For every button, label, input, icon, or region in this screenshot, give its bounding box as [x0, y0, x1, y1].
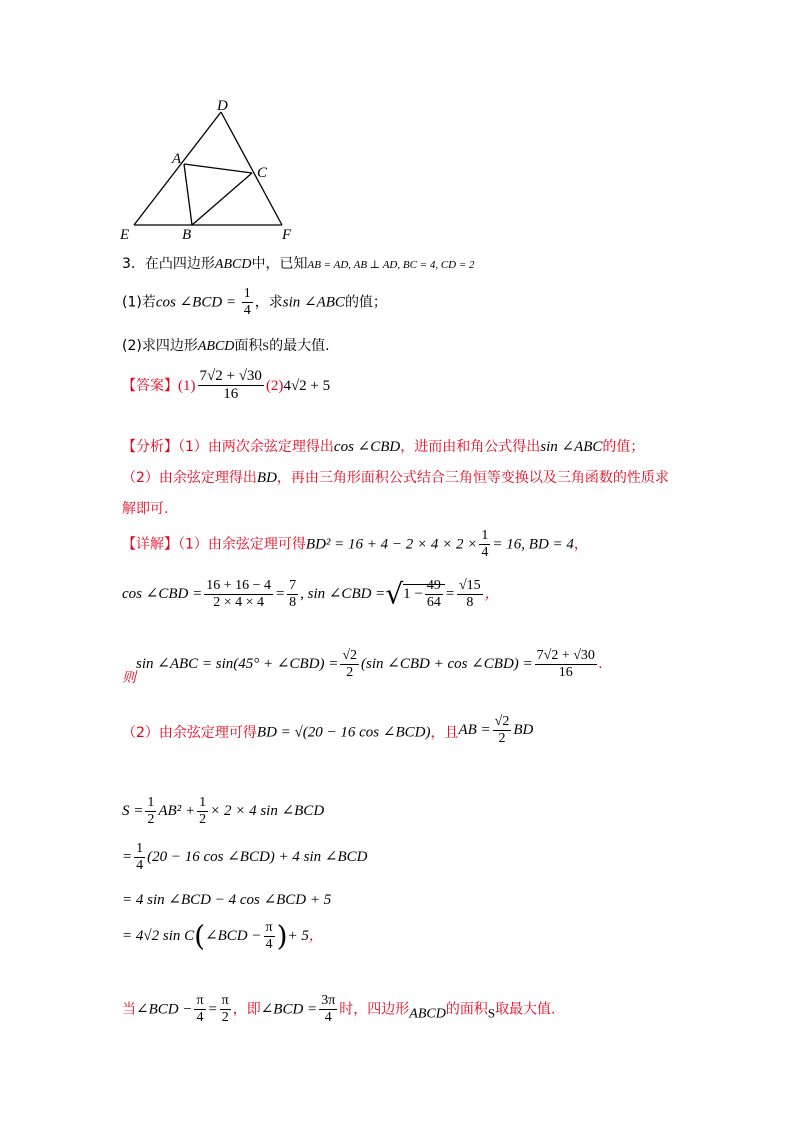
problem-number: 3．	[122, 256, 145, 272]
cos-cbd-line: cos ∠CBD = $\frac{16 + 16 - 4}{2 \times 4 \times 4}$ = $\frac{7}{8}$ , sin ∠CBD =√1 − $\frac{49}{64}$ = $\frac{√15}{8}$ ，	[122, 577, 499, 611]
analysis-line-2: （2）由余弦定理得出BD，再由三角形面积公式结合三角恒等变换以及三角函数的性质求	[122, 470, 669, 486]
sin-abc-line: 则sin ∠ABC = sin(45° + ∠CBD) = $\frac{√2}{2}$ (sin ∠CBD + cos ∠CBD) = $\frac{7√2 + √30}{16}$ .	[122, 648, 603, 687]
label-B: B	[182, 227, 192, 243]
detail-step-1: 【详解】（1）由余弦定理可得BD² = 16 + 4 − 2 × 4 × 2 × $\frac{1}{4}$ = 16, BD = 4，	[122, 528, 588, 561]
area-line-2: = $\frac{1}{4}$ (20 − 16 cos ∠BCD) + 4 sin ∠BCD	[122, 841, 368, 874]
question-1: (1)若cos ∠BCD = $\frac{1}{4}$ ，求sin ∠ABC的值；	[122, 286, 387, 319]
quad-name: ABCD	[214, 257, 252, 272]
analysis-line-3: 解即可.	[122, 501, 169, 517]
label-C: C	[257, 165, 268, 181]
segment-ED	[134, 112, 221, 225]
analysis-label: 【分析】	[122, 439, 178, 455]
label-D: D	[217, 98, 228, 114]
label-F: F	[282, 227, 292, 243]
area-line-1: S = $\frac{1}{2}$ AB² + $\frac{1}{2}$ × 2 × 4 sin ∠BCD	[122, 795, 325, 828]
answer-line: 【答案】(1) $\frac{7√2 + √30}{16}$ (2)4√2 + 5	[122, 368, 331, 403]
segment-DF	[221, 112, 282, 225]
detail-label: 【详解】	[122, 536, 178, 553]
analysis-line-1: 【分析】（1）由两次余弦定理得出cos ∠CBD，进而由和角公式得出sin ∠ABC的值；	[122, 439, 645, 455]
given-conditions: AB = AD, AB ⊥ AD, BC = 4, CD = 2	[307, 259, 475, 271]
problem-line: 3．在凸四边形ABCD中，已知AB = AD, AB ⊥ AD, BC = 4, CD = 2	[122, 256, 475, 272]
detail-step-2: （2）由余弦定理可得BD = √(20 − 16 cos ∠BCD)，且AB = $\frac{√2}{2}$ BD	[122, 714, 534, 747]
segment-AC	[184, 164, 252, 173]
geometry-figure	[110, 95, 310, 245]
segment-AB	[184, 164, 192, 225]
question-2: (2)求四边形ABCD面积S的最大值.	[122, 338, 330, 354]
label-E: E	[120, 227, 130, 243]
area-line-4: = 4√2 sin C(∠BCD − $\frac{\pi}{4}$ )+ 5，	[122, 919, 323, 953]
area-line-3: = 4 sin ∠BCD − 4 cos ∠BCD + 5	[122, 892, 332, 908]
conclusion-line: 当∠BCD − $\frac{\pi}{4}$ = $\frac{\pi}{2}$ ，即∠BCD = $\frac{3\pi}{4}$ 时，四边形ABCD的面积S取最大值.	[122, 993, 556, 1026]
label-A: A	[172, 151, 182, 167]
answer-label: 【答案】	[122, 377, 178, 394]
segment-BC	[192, 173, 252, 225]
